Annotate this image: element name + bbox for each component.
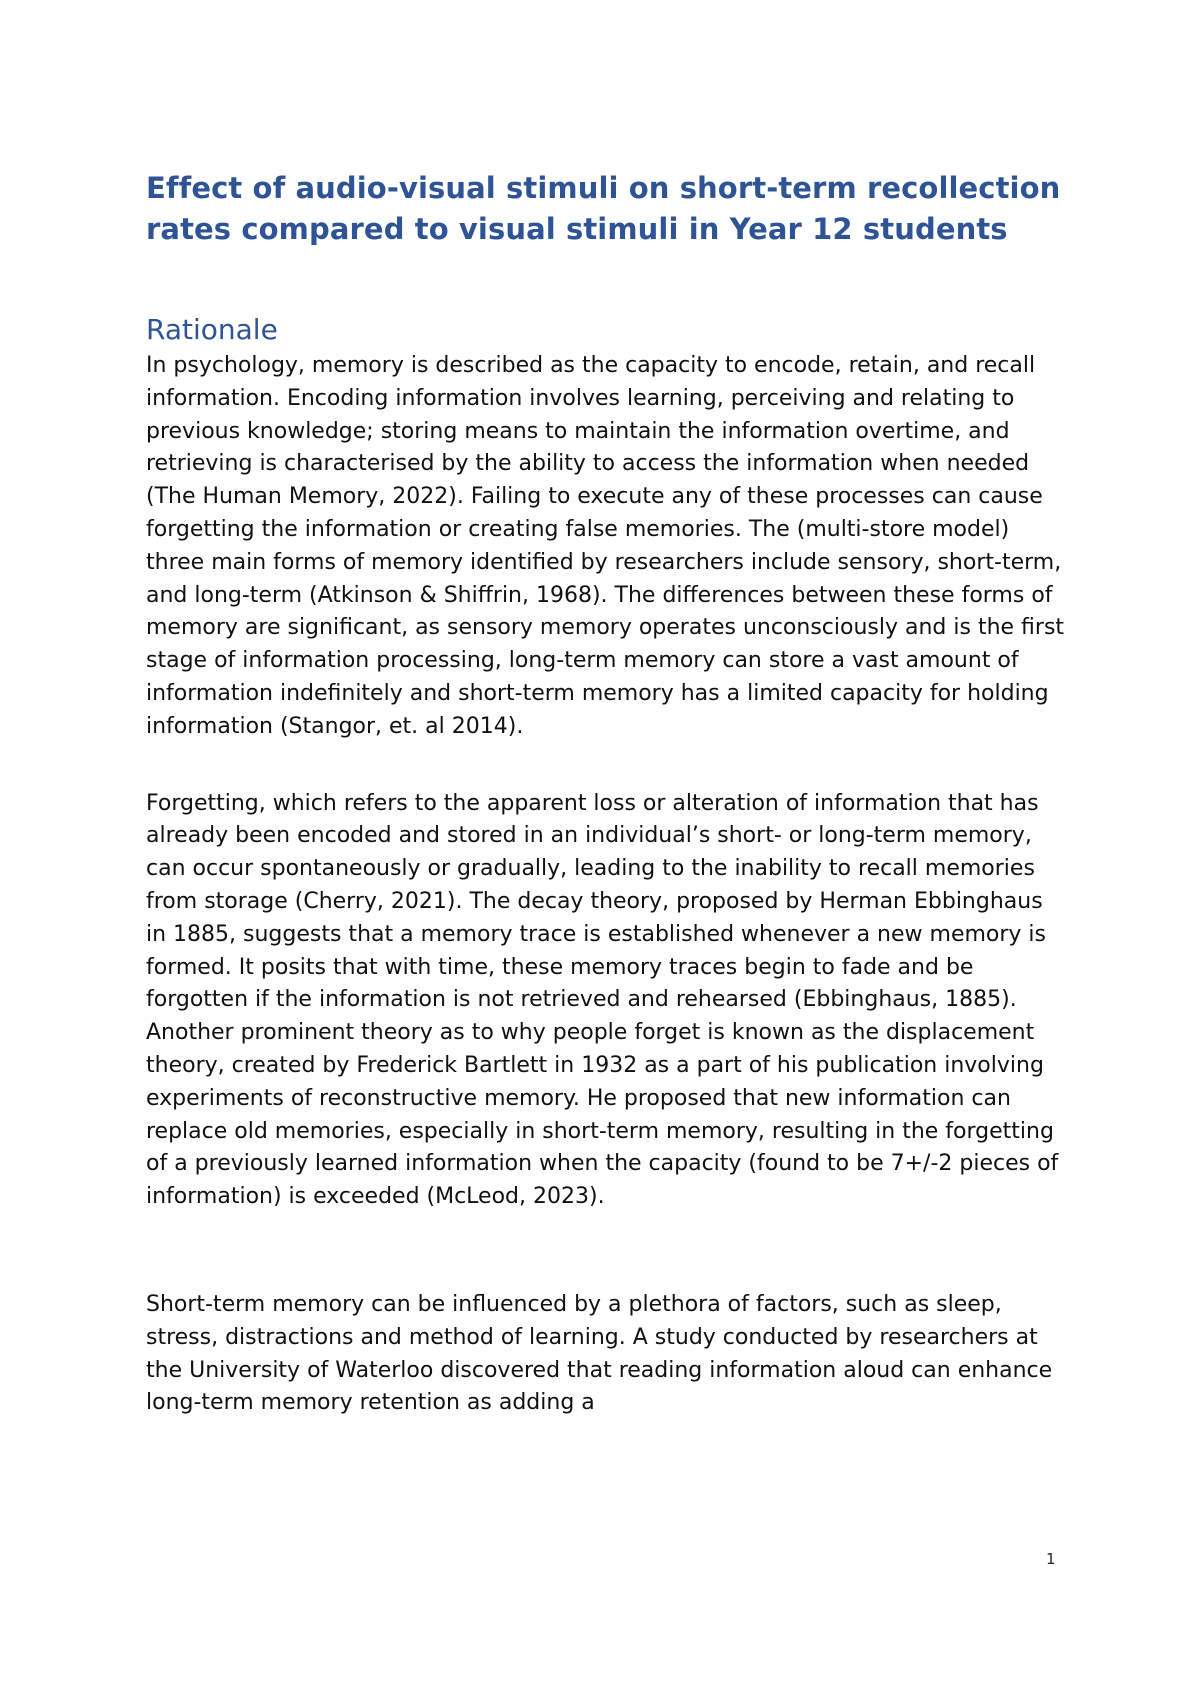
page-number: 1 — [1046, 1550, 1056, 1568]
paragraph-short-term-factors: Short-term memory can be influenced by a plethora of factors, such as sleep, stress, distractions and method of learning. A study conducted by researchers at the University of Waterloo discovered that reading information aloud can enhance long-term memory retention as adding a — [146, 1291, 1053, 1416]
paragraph-forgetting-theories: Forgetting, which refers to the apparent loss or alteration of information that has already been encoded and stored in an individual’s short- or long-term memory, can occur spontaneously or gradually, leading to the inability to recall memories from storage (Cherry, 2021). The decay theory, proposed by Herman Ebbinghaus in 1885, suggests that a memory trace is established whenever a new memory is formed. It posits that with time, these memory traces begin to fade and be forgotten if the information is not retrieved and rehearsed (Ebbinghaus, 1885). Another prominent theory as to why people forget is known as the displacement theory, created by Frederick Bartlett in 1932 as a part of his publication involving experiments of reconstructive memory. He proposed that new information can replace old memories, especially in short-term memory, resulting in the forgetting of a previously learned information when the capacity (found to be 7+/-2 pieces of information) is exceeded (McLeod, 2023). — [146, 790, 1059, 1210]
document-title: Effect of audio-visual stimuli on short-term recollection rates compared to visual stimuli in Year 12 students — [146, 171, 1061, 246]
section-heading-rationale: Rationale — [146, 313, 278, 346]
page-content — [146, 168, 1066, 1420]
paragraph-memory-definition: In psychology, memory is described as the capacity to encode, retain, and recall information. Encoding information involves learning, perceiving and relating to previous knowledge; storing means to maintain the information overtime, and retrieving is characterised by the ability to access the information when needed (The Human Memory, 2022). Failing to execute any of these processes can cause forgetting the information or creating false memories. The (multi-store model) three main forms of memory identified by researchers include sensory, short-term, and long-term (Atkinson & Shiffrin, 1968). The differences between these forms of memory are significant, as sensory memory operates unconsciously and is the first stage of information processing, long-term memory can store a vast amount of information indefinitely and short-term memory has a limited capacity for holding information (Stangor, et. al 2014). — [146, 353, 1065, 739]
